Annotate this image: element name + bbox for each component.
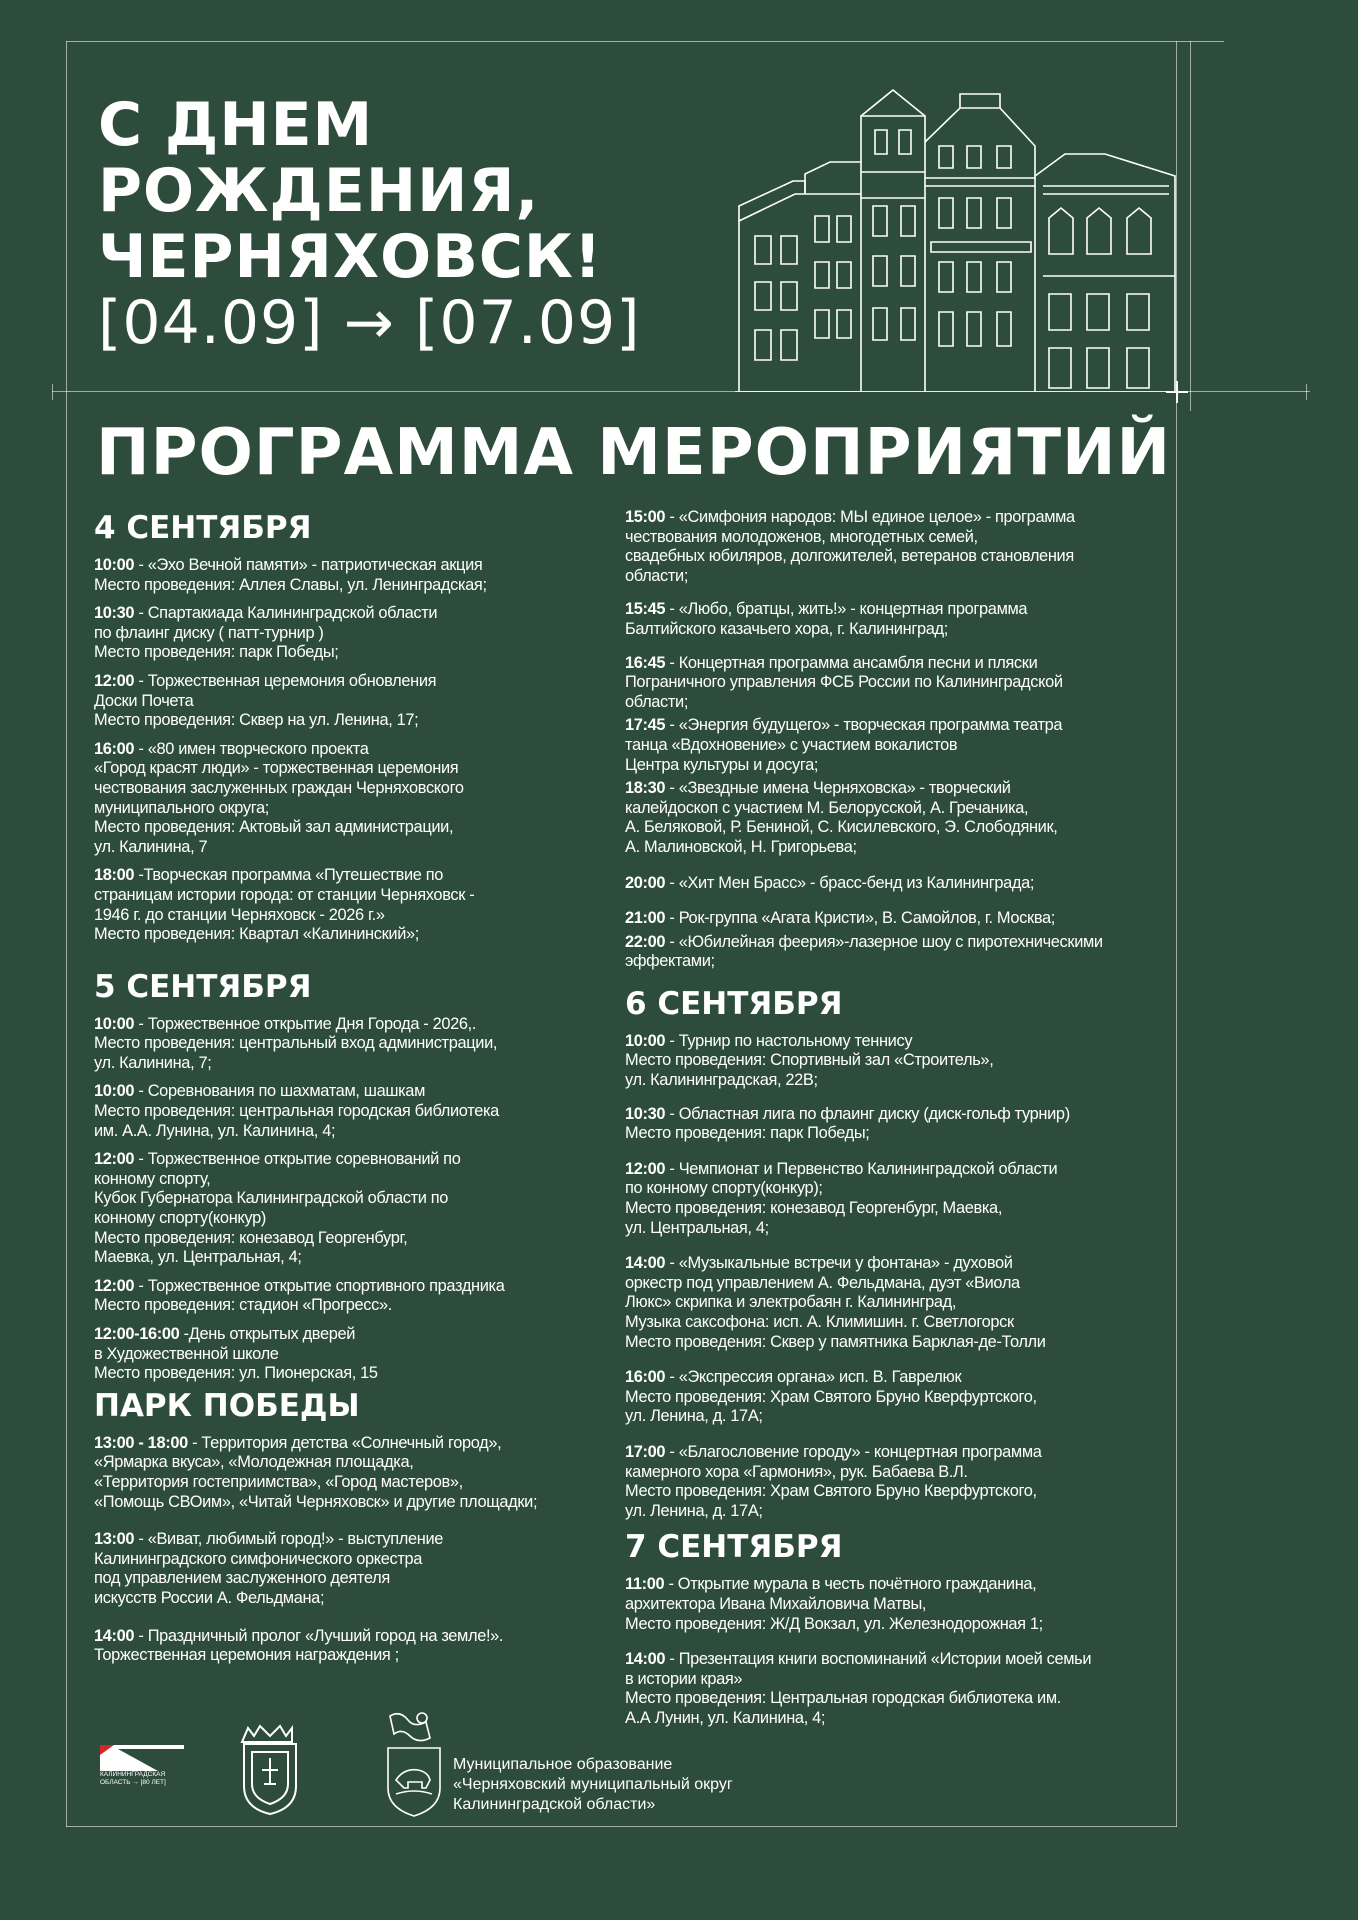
event-line: Кубок Губернатора Калининградской области по: [94, 1189, 449, 1208]
event-line: оркестр под управлением А. Фельдмана, дуэт «Виола: [625, 1273, 1020, 1292]
event-line: Место проведения: Храм Святого Бруно Кверфуртского,: [625, 1482, 1037, 1501]
event-line: Место проведения: конезавод Георгенбург, Маевка,: [625, 1199, 1003, 1218]
event-line: муниципального округа;: [94, 798, 269, 817]
event-line: «Территория гостеприимства», «Город мастеров»,: [94, 1472, 463, 1491]
event-line: эффектами;: [625, 952, 715, 971]
event-line: «Город красят люди» - торжественная церемония: [94, 759, 459, 778]
event-time: 15:00: [625, 508, 666, 526]
org-line: «Черняховский муниципальный округ: [453, 1776, 733, 1793]
event-line: ул. Калининградская, 22В;: [625, 1071, 818, 1090]
event-time: 12:00: [625, 1159, 666, 1178]
event-text: - Турнир по настольному теннису: [665, 1031, 913, 1050]
park-section-title: ПАРК ПОБЕДЫ: [94, 1387, 360, 1424]
event: [94, 1627, 604, 1666]
event-time: 16:00: [625, 1368, 666, 1387]
event-line: Центра культуры и досуга;: [625, 755, 819, 774]
event-time: 22:00: [625, 932, 666, 951]
event-line: камерного хора «Гармония», рук. Бабаева В.Л.: [625, 1462, 968, 1481]
event: [625, 909, 1177, 929]
event-text: - «Юбилейная феерия»-лазерное шоу с пиротехническими: [665, 932, 1103, 951]
event-text: - Чемпионат и Первенство Калининградской области: [665, 1159, 1058, 1178]
event-line: А.А Лунин, ул. Калинина, 4;: [625, 1708, 826, 1727]
frame-bottom: [66, 1826, 1177, 1827]
event-line: Торжественная церемония награждения ;: [94, 1646, 399, 1665]
event-line: Место проведения: ул. Пионерская, 15: [94, 1364, 378, 1383]
kaliningrad-80-logo: [100, 1745, 184, 1771]
event-line: в истории края»: [625, 1669, 743, 1688]
event-text: - «Энергия будущего» - творческая программа театра: [665, 716, 1063, 735]
title-line-1: С ДНЕМ: [98, 90, 374, 160]
event-text: - «Благословение городу» - концертная программа: [665, 1442, 1042, 1461]
event: [625, 933, 1177, 972]
event-text: - Открытие мурала в честь почётного гражданина,: [664, 1575, 1037, 1594]
logo-caption-line: КАЛИНИНГРАДСКАЯ: [100, 1771, 166, 1778]
event-time: 17:45: [625, 716, 666, 735]
event-line: Место проведения: центральная городская библиотека: [94, 1102, 499, 1121]
event-line: А. Малиновской, Н. Григорьева;: [625, 837, 857, 856]
event-line: Место проведения: стадион «Прогресс».: [94, 1296, 392, 1315]
event: [625, 1254, 1177, 1352]
event-line: Место проведения: парк Победы;: [94, 643, 339, 662]
event-text: - Торжественное открытие Дня Города - 2026,.: [134, 1014, 477, 1033]
frame-right-outer: [1190, 41, 1191, 411]
event-line: искусств России А. Фельдмана;: [94, 1588, 325, 1607]
event-text: - Торжественное открытие спортивного праздника: [134, 1276, 505, 1295]
event-line: ул. Центральная, 4;: [625, 1218, 769, 1237]
day-title: 7 СЕНТЯБРЯ: [625, 1529, 843, 1566]
event-text: - «Музыкальные встречи у фонтана» - духовой: [665, 1254, 1013, 1273]
event-time: 10:00: [94, 1014, 135, 1033]
event: [625, 600, 1177, 639]
event-time: 14:00: [94, 1626, 135, 1645]
event: [94, 1434, 604, 1512]
event: [94, 1530, 604, 1608]
event-line: Место проведения: конезавод Георгенбург,: [94, 1228, 408, 1247]
event-line: Место проведения: Квартал «Калининский»;: [94, 925, 420, 944]
event-time: 10:00: [94, 1082, 135, 1101]
event-time: 21:00: [625, 909, 666, 928]
event: [625, 874, 1177, 894]
event-line: по флаинг диску ( патт-турнир ): [94, 623, 324, 642]
event-line: Калининградского симфонического оркестра: [94, 1549, 423, 1568]
event-line: танца «Вдохновение» с участием вокалистов: [625, 735, 958, 754]
event-line: Место проведения: Сквер на ул. Ленина, 17;: [94, 711, 419, 730]
event-line: в Художественной школе: [94, 1344, 279, 1363]
frame-divider-tick: [52, 384, 53, 400]
event: [94, 1015, 604, 1074]
event-time: 16:00: [94, 739, 135, 758]
event: [625, 1105, 1177, 1144]
day-title: 5 СЕНТЯБРЯ: [94, 968, 312, 1005]
day-title: 4 СЕНТЯБРЯ: [94, 510, 312, 546]
event-time: 17:00: [625, 1442, 666, 1461]
event-line: ул. Калинина, 7;: [94, 1053, 212, 1072]
event: [94, 604, 604, 663]
event-text: - «Эхо Вечной памяти» - патриотическая акция: [134, 556, 483, 574]
event: [625, 508, 1177, 586]
event-time: 10:00: [625, 1031, 666, 1050]
event-text: - «Экспрессия органа» исп. В. Гаврелюк: [665, 1368, 962, 1387]
event-time: 14:00: [625, 1650, 666, 1669]
org-line: Калининградской области»: [453, 1796, 656, 1813]
event-text: - Торжественное открытие соревнований по: [134, 1150, 461, 1169]
organization-name: [453, 1755, 733, 1815]
event-text: - Спартакиада Калининградской области: [134, 604, 438, 623]
frame-divider-tick-right: [1306, 384, 1307, 400]
title-line-3: ЧЕРНЯХОВСК!: [98, 222, 603, 292]
event-line: Место проведения: центральный вход администрации,: [94, 1034, 498, 1053]
event-text: - Территория детства «Солнечный город»,: [187, 1433, 502, 1452]
regional-coat-of-arms: [236, 1722, 304, 1816]
event-text: - Соревнования по шахматам, шашкам: [134, 1082, 425, 1101]
event-line: Место проведения: Храм Святого Бруно Кверфуртского,: [625, 1387, 1037, 1406]
event-line: 1946 г. до станции Черняховск - 2026 г.»: [94, 905, 385, 924]
event: [625, 716, 1177, 775]
event-time: 12:00: [94, 671, 135, 690]
event-line: Пограничного управления ФСБ России по Калининградской: [625, 673, 1063, 692]
event-time: 10:00: [94, 556, 135, 574]
event-text: - «Виват, любимый город!» - выступление: [134, 1530, 444, 1549]
event-line: конному спорту,: [94, 1169, 211, 1188]
event-text: - Рок-группа «Агата Кристи», В. Самойлов, г. Москва;: [665, 909, 1055, 928]
event-line: Место проведения: Сквер у памятника Барклая-де-Толли: [625, 1332, 1046, 1351]
event-text: - «Любо, братцы, жить!» - концертная программа: [665, 600, 1028, 619]
event-text: - «Симфония народов: МЫ единое целое» - программа: [665, 508, 1075, 526]
event: [94, 866, 604, 944]
event-line: Место проведения: Центральная городская библиотека им.: [625, 1689, 1061, 1708]
event: [94, 1325, 604, 1384]
event-line: чествования молодоженов, многодетных семей,: [625, 527, 978, 546]
day-title: 6 СЕНТЯБРЯ: [625, 985, 843, 1022]
frame-top: [66, 41, 1224, 42]
title-dates: [04.09] → [07.09]: [98, 288, 641, 358]
schedule-left-column: [94, 508, 604, 1675]
event-line: Место проведения: парк Победы;: [625, 1124, 870, 1143]
event-line: архитектора Ивана Михайловича Матвы,: [625, 1594, 927, 1613]
event-line: Балтийского казачьего хора, г. Калининград;: [625, 619, 948, 638]
event-line: чествования заслуженных граждан Черняховского: [94, 778, 464, 797]
event-text: - Праздничный пролог «Лучший город на земле!».: [134, 1626, 504, 1645]
event: [625, 1032, 1177, 1091]
event: [625, 654, 1177, 713]
event: [94, 740, 604, 858]
event-line: области;: [625, 566, 689, 585]
event-line: по конному спорту(конкур);: [625, 1179, 823, 1198]
event-text: - «Звездные имена Черняховска» - творческий: [665, 779, 1011, 798]
event-line: Музыка саксофона: исп. А. Климишин. г. Светлогорск: [625, 1313, 1014, 1331]
event-time: 18:00: [94, 866, 135, 885]
title-line-2: РОЖДЕНИЯ,: [98, 156, 540, 226]
event-line: ул. Ленина, д. 17А;: [625, 1407, 763, 1426]
event: [625, 1368, 1177, 1427]
event-time: 15:45: [625, 600, 666, 619]
event-text: - Областная лига по флаинг диску (диск-гольф турнир): [665, 1104, 1070, 1123]
event-line: конному спорту(конкур): [94, 1209, 266, 1228]
event-line: страницам истории города: от станции Черняховск -: [94, 885, 475, 904]
event-text: - «80 имен творческого проекта: [134, 739, 369, 758]
event-line: Место проведения: Спортивный зал «Строитель»,: [625, 1051, 994, 1070]
event-line: Люкс» скрипка и электробаян г. Калининград,: [625, 1293, 957, 1312]
event-time: 12:00: [94, 1150, 135, 1169]
event-line: Место проведения: Актовый зал администрации,: [94, 818, 454, 837]
event-line: Место проведения: Ж/Д Вокзал, ул. Железнодорожная 1;: [625, 1614, 1043, 1633]
event-line: свадебных юбиляров, долгожителей, ветеранов становления: [625, 547, 1074, 566]
city-buildings-illustration: [735, 86, 1177, 392]
schedule-right-column: [625, 508, 1177, 1738]
event: [625, 1650, 1177, 1728]
event-text: - Презентация книги воспоминаний «Истории моей семьи: [665, 1650, 1092, 1669]
event-text: - Торжественная церемония обновления: [134, 671, 437, 690]
event: [94, 1277, 604, 1316]
event-line: калейдоскоп с участием М. Белорусской, А. Гречаника,: [625, 798, 1029, 817]
org-line: Муниципальное образование: [453, 1756, 673, 1773]
logo-caption-line: ОБЛАСТЬ → [80 ЛЕТ]: [100, 1779, 166, 1786]
event-time: 12:00: [94, 1276, 135, 1295]
event-time: 13:00: [94, 1530, 135, 1549]
event: [94, 556, 604, 595]
program-heading: ПРОГРАММА МЕРОПРИЯТИЙ: [96, 416, 1172, 490]
event-line: Маевка, ул. Центральная, 4;: [94, 1248, 302, 1267]
event-line: Место проведения: Аллея Славы, ул. Ленинградская;: [94, 575, 487, 594]
event: [94, 1082, 604, 1141]
logo-caption: [100, 1771, 166, 1787]
event-time: 18:30: [625, 779, 666, 798]
page-title: [98, 92, 641, 356]
event: [625, 1160, 1177, 1238]
event-line: Доски Почета: [94, 691, 194, 710]
event: [625, 1575, 1177, 1634]
event-line: «Ярмарка вкуса», «Молодежная площадка,: [94, 1453, 414, 1472]
event-line: ул. Калинина, 7: [94, 837, 208, 856]
event-time: 11:00: [625, 1575, 665, 1594]
event-line: ул. Ленина, д. 17А;: [625, 1501, 763, 1520]
event-line: области;: [625, 692, 689, 711]
event-time: 16:45: [625, 653, 666, 672]
event: [625, 1443, 1177, 1521]
event-time: 13:00 - 18:00: [94, 1433, 188, 1452]
event-text: - Концертная программа ансамбля песни и пляски: [665, 653, 1038, 672]
event-text: - «Хит Мен Брасс» - брасс-бенд из Калининграда;: [665, 873, 1035, 892]
chernyakhovsk-coat-of-arms: [382, 1708, 446, 1820]
event-time: 14:00: [625, 1254, 666, 1273]
event-time: 10:30: [94, 604, 135, 623]
event-time: 10:30: [625, 1104, 666, 1123]
event-text: -День открытых дверей: [179, 1325, 356, 1343]
event-line: «Помощь СВОим», «Читай Черняховск» и другие площадки;: [94, 1492, 538, 1511]
event-time: 12:00-16:00: [94, 1325, 180, 1343]
frame-left: [66, 41, 67, 1827]
event-line: под управлением заслуженного деятеля: [94, 1569, 390, 1588]
event-text: -Творческая программа «Путешествие по: [134, 866, 444, 885]
event: [94, 1150, 604, 1268]
event: [94, 672, 604, 731]
event-time: 20:00: [625, 873, 666, 892]
event-line: А. Беляковой, Р. Бениной, С. Кисилевского, Э. Слободяник,: [625, 818, 1058, 837]
event-line: им. А.А. Лунина, ул. Калинина, 4;: [94, 1121, 336, 1140]
event: [625, 779, 1177, 857]
